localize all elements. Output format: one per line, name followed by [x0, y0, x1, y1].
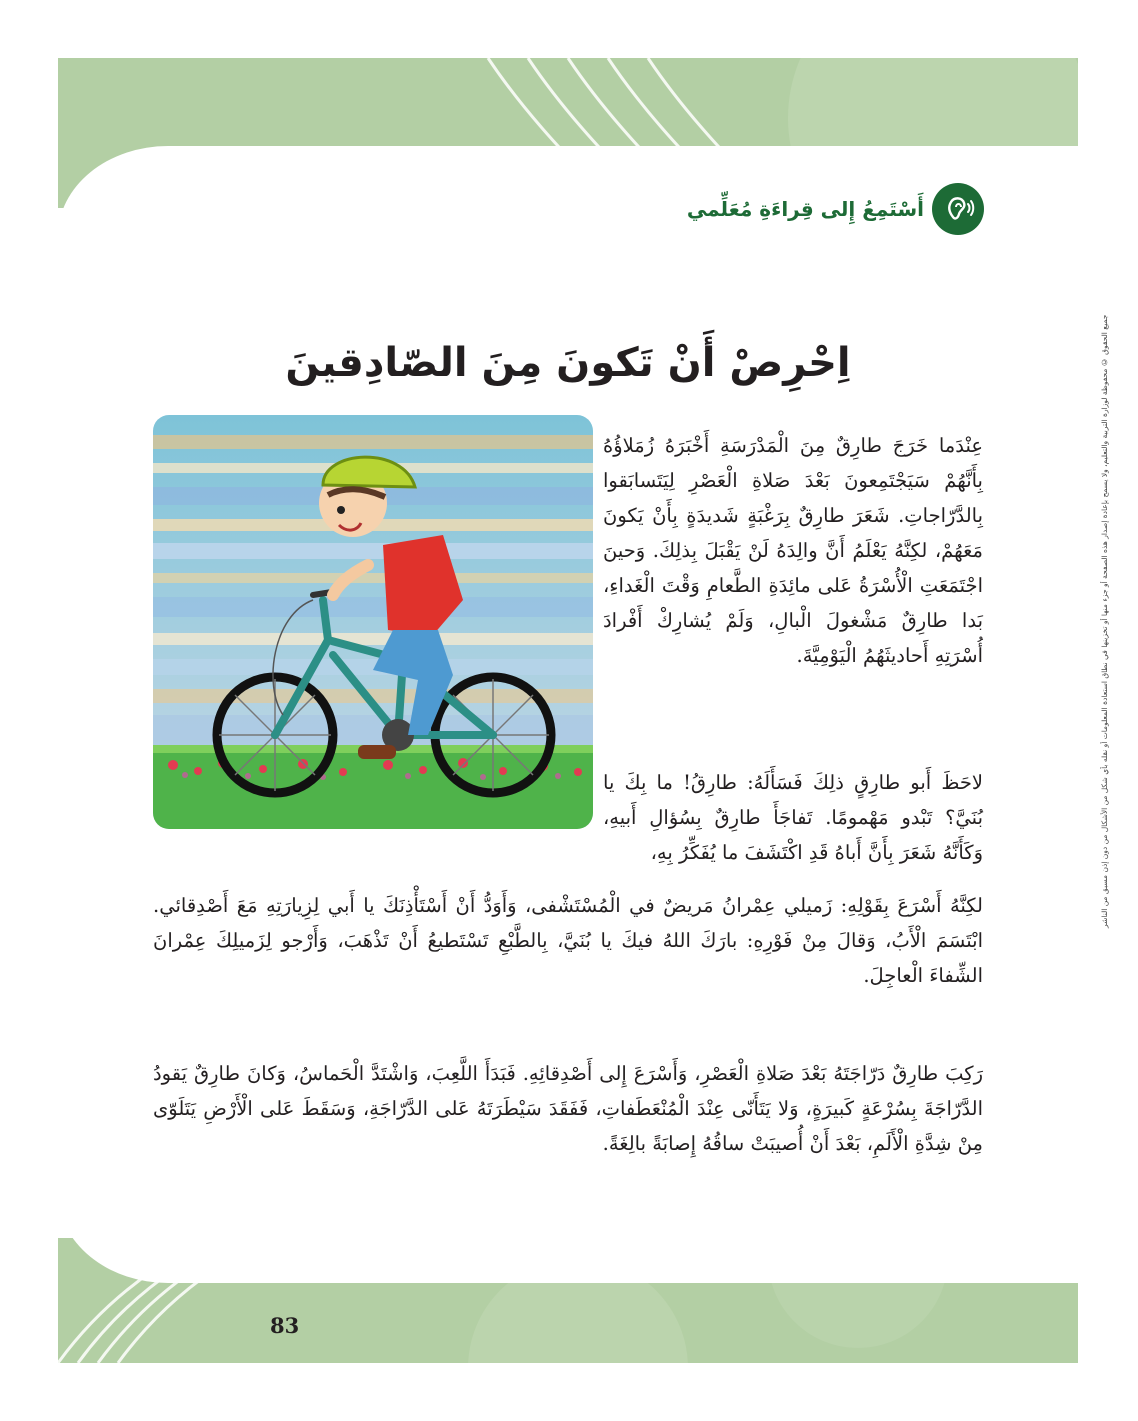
story-paragraph-4: رَكِبَ طارِقٌ دَرّاجَتَهُ بَعْدَ صَلاةِ الْعَصْرِ، وَأَسْرَعَ إِلى أَصْدِقائِهِ. فَبَدَأَ اللَّعِبَ، وَاشْتَدَّ الْحَماسُ، وَكانَ طارِقٌ يَقودُ الدَّرّاجَةَ بِسُرْعَةٍ كَبيرَةٍ، وَلا يَتَأَنّى عِنْدَ الْمُنْعَطَفاتِ، فَفَقَدَ سَيْطَرَتَهُ عَلى الدَّرّاجَةِ، وَسَقَطَ عَلى الْأَرْضِ يَتَلَوّى مِنْ شِدَّةِ الْأَلَمِ، بَعْدَ أَنْ أُصيبَتْ ساقُهُ إِصابَةً بالِغَةً.	[153, 1061, 983, 1155]
story-paragraph-2: لاحَظَ أَبو طارِقٍ ذلِكَ فَسَأَلَهُ: طارِقُ! ما بِكَ يا بُنَيَّ؟ تَبْدو مَهْمومًا. تَفاجَأَ طارِقٌ بِسُؤالِ أَبيهِ، وَكَأَنَّهُ شَعَرَ بِأَنَّ أَباهُ قَدِ اكْتَشَفَ ما يُفَكِّرُ بِهِ،	[603, 770, 983, 864]
copyright-notice: جميع الحقوق © محفوظة لوزارة التربية والتعليم، ولا يسمح بإعادة إصدار هذه الصفحة أو جزء منها أو تخزينها في نطاق استعادة المعلومات أو نقله بأي شكل من الأشكال من دون إذن مسبق من الناشر	[1100, 315, 1109, 929]
story-paragraph-1: عِنْدَما خَرَجَ طارِقٌ مِنَ الْمَدْرَسَةِ أَخْبَرَهُ زُمَلاؤُهُ بِأَنَّهُمْ سَيَجْتَمِعونَ بَعْدَ صَلاةِ الْعَصْرِ لِيَتَسابَقوا بِالدَّرّاجاتِ. شَعَرَ طارِقٌ بِرَغْبَةٍ شَديدَةٍ بِأَنْ يَكونَ مَعَهُمْ، لكِنَّهُ يَعْلَمُ أَنَّ والِدَهُ لَنْ يَقْبَلَ بِذلِكَ. وَحينَ اجْتَمَعَتِ الْأُسْرَةُ عَلى مائِدَةِ الطَّعامِ وَقْتَ الْغَداءِ، بَدا طارِقٌ مَشْغولَ الْبالِ، وَلَمْ يُشارِكْ أَفْرادَ أُسْرَتِهِ أَحاديثَهُمُ الْيَوْمِيَّةَ.	[603, 433, 983, 667]
listen-instruction-label: أَسْتَمِعُ إِلى قِراءَةِ مُعَلِّمي	[686, 197, 924, 221]
boy-riding-bicycle-illustration	[153, 415, 593, 829]
story-title: اِحْرِصْ أَنْ تَكونَ مِنَ الصّادِقينَ	[285, 339, 851, 386]
page-number: 83	[270, 1313, 300, 1338]
story-paragraph-3: لكِنَّهُ أَسْرَعَ بِقَوْلِهِ: زَميلي عِمْرانُ مَريضٌ في الْمُسْتَشْفى، وَأَوَدُّ أَنْ أَسْتَأْذِنَكَ يا أَبي لِزِيارَتِهِ مَعَ أَصْدِقائي. ابْتَسَمَ الْأَبُ، وَقالَ مِنْ فَوْرِهِ: بارَكَ اللهُ فيكَ يا بُنَيَّ، بِالطَّبْعِ تَسْتَطيعُ أَنْ تَذْهَبَ، وَأَرْجو لِزَميلِكَ عِمْرانَ الشِّفاءَ الْعاجِلَ.	[153, 893, 983, 987]
footer-white-curve	[58, 1143, 1078, 1283]
textbook-page	[58, 58, 1078, 1363]
listen-instruction	[687, 183, 984, 235]
ear-icon	[932, 183, 984, 235]
